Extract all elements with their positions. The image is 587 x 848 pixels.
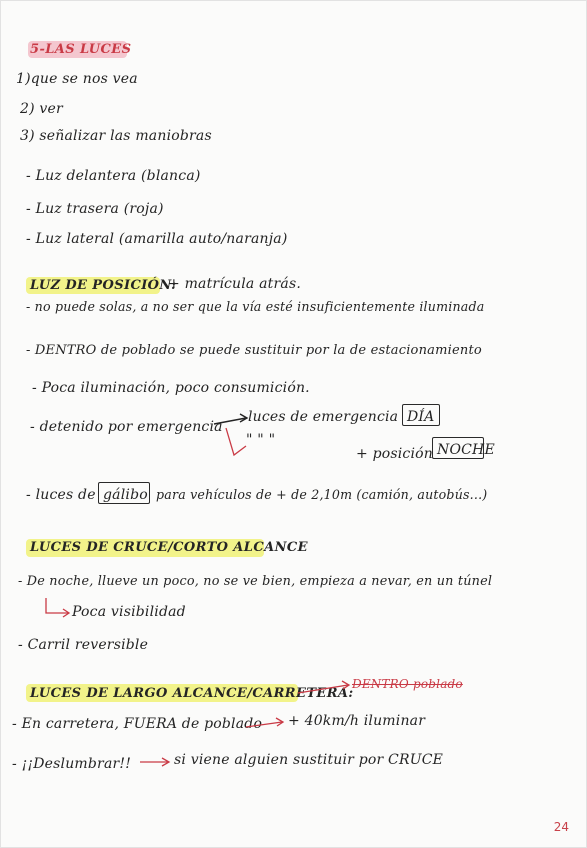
intro-item: 1)que se nos vea (16, 71, 138, 87)
page-number: 24 (553, 820, 569, 834)
light-type-item: - Luz lateral (amarilla auto/naranja) (26, 231, 288, 247)
light-type-item: - Luz trasera (roja) (26, 201, 164, 217)
emergency-lights-label: luces de emergencia (248, 409, 399, 425)
emergency-arrowhead (240, 414, 247, 422)
day-box (402, 404, 440, 426)
galibo-text: para vehículos de + de 2,10m (camión, autobús...) (156, 487, 488, 502)
carretera-item: - En carretera, FUERA de poblado (12, 716, 263, 732)
position-item: - detenido por emergencia (30, 419, 223, 435)
galibo-prefix: - luces de (26, 487, 96, 503)
ditto-marks: " " " (246, 432, 276, 448)
light-type-item: - Luz delantera (blanca) (26, 168, 201, 184)
cruce-heading: LUCES DE CRUCE/CORTO ALCANCE (30, 540, 308, 555)
carretera-note: + 40km/h iluminar (288, 713, 426, 729)
galibo-box-label: gálibo (103, 487, 148, 503)
carretera-heading: LUCES DE LARGO ALCANCE/CARRETERA: (30, 686, 354, 701)
cruce-subitem: Poca visibilidad (72, 604, 186, 620)
position-heading: LUZ DE POSICIÓN: (30, 278, 177, 293)
visibility-arrowhead (63, 609, 69, 617)
carretera-item: - ¡¡Deslumbrar!! (12, 756, 132, 772)
position-item: - no puede solas, a no ser que la vía esté insuficientemente iluminada (26, 299, 485, 314)
fuera-arrowhead (276, 718, 283, 726)
intro-item: 3) señalizar las maniobras (20, 128, 212, 144)
visibility-arrow (46, 598, 68, 613)
cruce-item: - Carril reversible (18, 637, 149, 653)
galibo-box (98, 482, 150, 504)
position-item: - DENTRO de poblado se puede sustituir por la de estacionamiento (26, 343, 482, 358)
crossed-dentro-poblado: DENTRO poblado (352, 677, 463, 691)
carretera-note: si viene alguien sustituir por CRUCE (174, 752, 444, 768)
red-arrow-to-position (226, 428, 246, 455)
position-heading-note: + matrícula atrás. (168, 276, 301, 292)
night-box (432, 437, 484, 459)
day-box-label: DÍA (407, 409, 435, 425)
deslumbrar-arrowhead (162, 758, 169, 766)
position-item: - Poca iluminación, poco consumición. (32, 380, 310, 396)
intro-item: 2) ver (20, 101, 63, 117)
page-title: 5-LAS LUCES (30, 42, 132, 57)
night-box-label: NOCHE (437, 442, 495, 458)
cruce-item: - De noche, llueve un poco, no se ve bien, empieza a nevar, en un túnel (18, 574, 493, 589)
plus-position-label: + posición (356, 446, 433, 462)
